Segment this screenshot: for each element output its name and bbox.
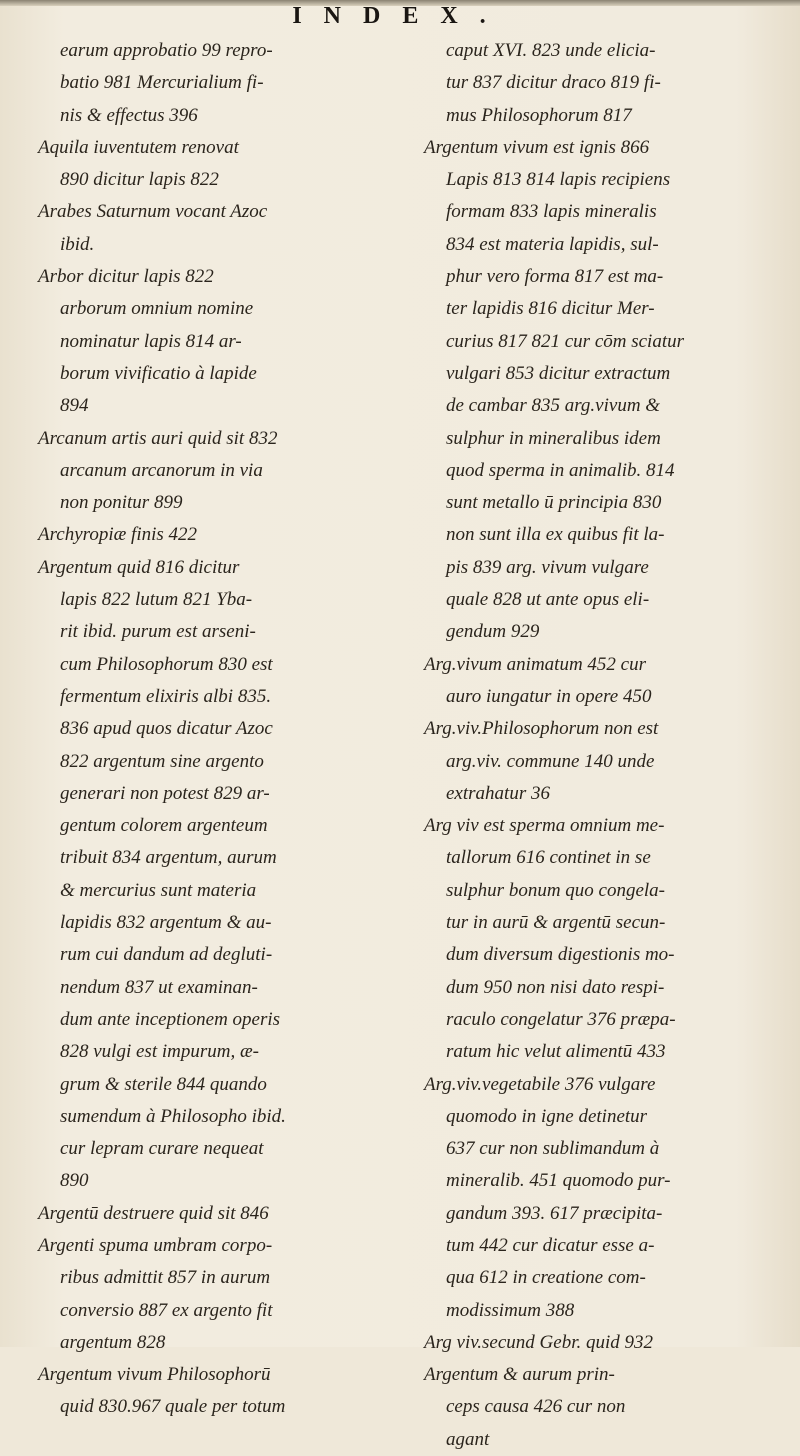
- index-line: earum approbatio 99 repro-: [60, 40, 273, 61]
- index-line: rit ibid. purum est arseni-: [60, 621, 256, 643]
- index-column-left: [38, 35, 338, 1424]
- index-line: batio 981 Mercurialium fi-: [60, 72, 264, 94]
- index-line: Arabes Saturnum vocant Azoc: [38, 201, 268, 223]
- index-line: curius 817 821 cur cōm sciatur: [446, 330, 685, 352]
- index-line: pis 839 arg. vivum vulgare: [446, 556, 649, 578]
- index-line: generari non potest 829 ar-: [60, 782, 270, 804]
- index-line: gandum 393. 617 præcipita-: [446, 1202, 663, 1224]
- index-line: nis & effectus 396: [60, 104, 198, 126]
- index-line: Arcanum artis auri quid sit 832: [38, 427, 278, 449]
- index-column-right: [424, 35, 769, 1456]
- index-line: & mercurius sunt materia: [60, 879, 257, 901]
- index-line: non ponitur 899: [60, 492, 183, 514]
- index-line: cum Philosophorum 830 est: [60, 653, 273, 675]
- index-line: Archyropiæ finis 422: [38, 524, 198, 546]
- index-line: Arg viv est sperma omnium me-: [424, 815, 665, 837]
- index-line: conversio 887 ex argento fit: [60, 1299, 273, 1321]
- index-line: arg.viv. commune 140 unde: [446, 750, 655, 772]
- index-line: tallorum 616 continet in se: [446, 847, 651, 869]
- index-line: quomodo in igne detinetur: [446, 1105, 648, 1127]
- index-line: quod sperma in animalib. 814: [446, 459, 675, 481]
- index-line: argentum 828: [60, 1331, 166, 1353]
- index-line: tur in aurū & argentū secun-: [446, 912, 666, 934]
- index-line: tur 837 dicitur draco 819 fi-: [446, 72, 661, 94]
- index-line: lapidis 832 argentum & au-: [60, 912, 272, 934]
- index-line: Arg.vivum animatum 452 cur: [424, 653, 646, 675]
- index-line: gendum 929: [446, 621, 540, 643]
- index-line: 894: [60, 395, 89, 417]
- index-line: nominatur lapis 814 ar-: [60, 330, 242, 352]
- index-line: mineralib. 451 quomodo pur-: [446, 1170, 671, 1192]
- index-line: qua 612 in creatione com-: [446, 1267, 646, 1289]
- index-line: 834 est materia lapidis, sul-: [446, 233, 659, 255]
- index-line: dum diversum digestionis mo-: [446, 944, 675, 966]
- index-line: sumendum à Philosopho ibid.: [60, 1105, 286, 1127]
- index-line: Argentum vivum est ignis 866: [424, 136, 650, 158]
- index-line: Argenti spuma umbram corpo-: [38, 1234, 273, 1256]
- index-line: Argentū destruere quid sit 846: [38, 1202, 269, 1224]
- index-line: Arbor dicitur lapis 822: [38, 266, 214, 288]
- index-line: lapis 822 lutum 821 Yba-: [60, 589, 253, 611]
- index-line: caput XVI. 823 unde elicia-: [446, 40, 656, 61]
- index-line: extrahatur 36: [446, 782, 550, 804]
- index-line: ceps causa 426 cur non: [446, 1396, 626, 1418]
- index-line: dum 950 non nisi dato respi-: [446, 976, 665, 998]
- index-line: modissimum 388: [446, 1299, 575, 1321]
- index-line: 890 dicitur lapis 822: [60, 169, 219, 191]
- index-line: Aquila iuventutem renovat: [38, 136, 239, 158]
- index-line: grum & sterile 844 quando: [60, 1073, 267, 1095]
- index-line: ratum hic velut alimentū 433: [446, 1041, 666, 1063]
- index-line: arcanum arcanorum in via: [60, 459, 263, 481]
- index-line: gentum colorem argenteum: [60, 815, 268, 837]
- running-header: INDEX.: [292, 3, 508, 29]
- index-line: tum 442 cur dicatur esse a-: [446, 1234, 655, 1256]
- index-line: fermentum elixiris albi 835.: [60, 685, 272, 707]
- index-line: non sunt illa ex quibus fit la-: [446, 524, 665, 546]
- index-line: vulgari 853 dicitur extractum: [446, 362, 671, 384]
- index-line: auro iungatur in opere 450: [446, 685, 652, 707]
- index-line: 822 argentum sine argento: [60, 750, 264, 772]
- index-line: borum vivificatio à lapide: [60, 362, 257, 384]
- index-line: nendum 837 ut examinan-: [60, 976, 258, 998]
- index-line: sulphur bonum quo congela-: [446, 879, 666, 901]
- index-line: ibid.: [60, 233, 95, 255]
- index-line: raculo congelatur 376 præpa-: [446, 1008, 676, 1030]
- index-line: quid 830.967 quale per totum: [60, 1396, 286, 1418]
- index-line: 890: [60, 1170, 89, 1192]
- index-line: 637 cur non sublimandum à: [446, 1138, 660, 1160]
- index-line: formam 833 lapis mineralis: [446, 201, 657, 223]
- index-line: mus Philosophorum 817: [446, 104, 632, 126]
- index-line: agant: [446, 1428, 490, 1450]
- index-line: ribus admittit 857 in aurum: [60, 1267, 271, 1289]
- index-line: Arg.viv.vegetabile 376 vulgare: [424, 1073, 656, 1095]
- index-line: ter lapidis 816 dicitur Mer-: [446, 298, 655, 320]
- index-line: Argentum quid 816 dicitur: [38, 556, 240, 578]
- index-line: Argentum & aurum prin-: [424, 1364, 615, 1386]
- index-line: arborum omnium nomine: [60, 298, 254, 320]
- index-line: Arg.viv.Philosophorum non est: [424, 718, 659, 740]
- index-line: 836 apud quos dicatur Azoc: [60, 718, 273, 740]
- index-line: Lapis 813 814 lapis recipiens: [446, 169, 671, 191]
- index-line: Arg viv.secund Gebr. quid 932: [424, 1331, 654, 1353]
- index-line: sunt metallo ū principia 830: [446, 492, 662, 514]
- index-line: de cambar 835 arg.vivum &: [446, 395, 661, 417]
- index-line: 828 vulgi est impurum, æ-: [60, 1041, 259, 1063]
- index-line: Argentum vivum Philosophorū: [38, 1364, 271, 1386]
- index-line: quale 828 ut ante opus eli-: [446, 589, 650, 611]
- index-line: cur lepram curare nequeat: [60, 1138, 264, 1160]
- index-line: sulphur in mineralibus idem: [446, 427, 661, 449]
- index-line: dum ante inceptionem operis: [60, 1008, 281, 1030]
- index-line: phur vero forma 817 est ma-: [446, 266, 664, 288]
- index-line: rum cui dandum ad degluti-: [60, 944, 273, 966]
- index-line: tribuit 834 argentum, aurum: [60, 847, 277, 869]
